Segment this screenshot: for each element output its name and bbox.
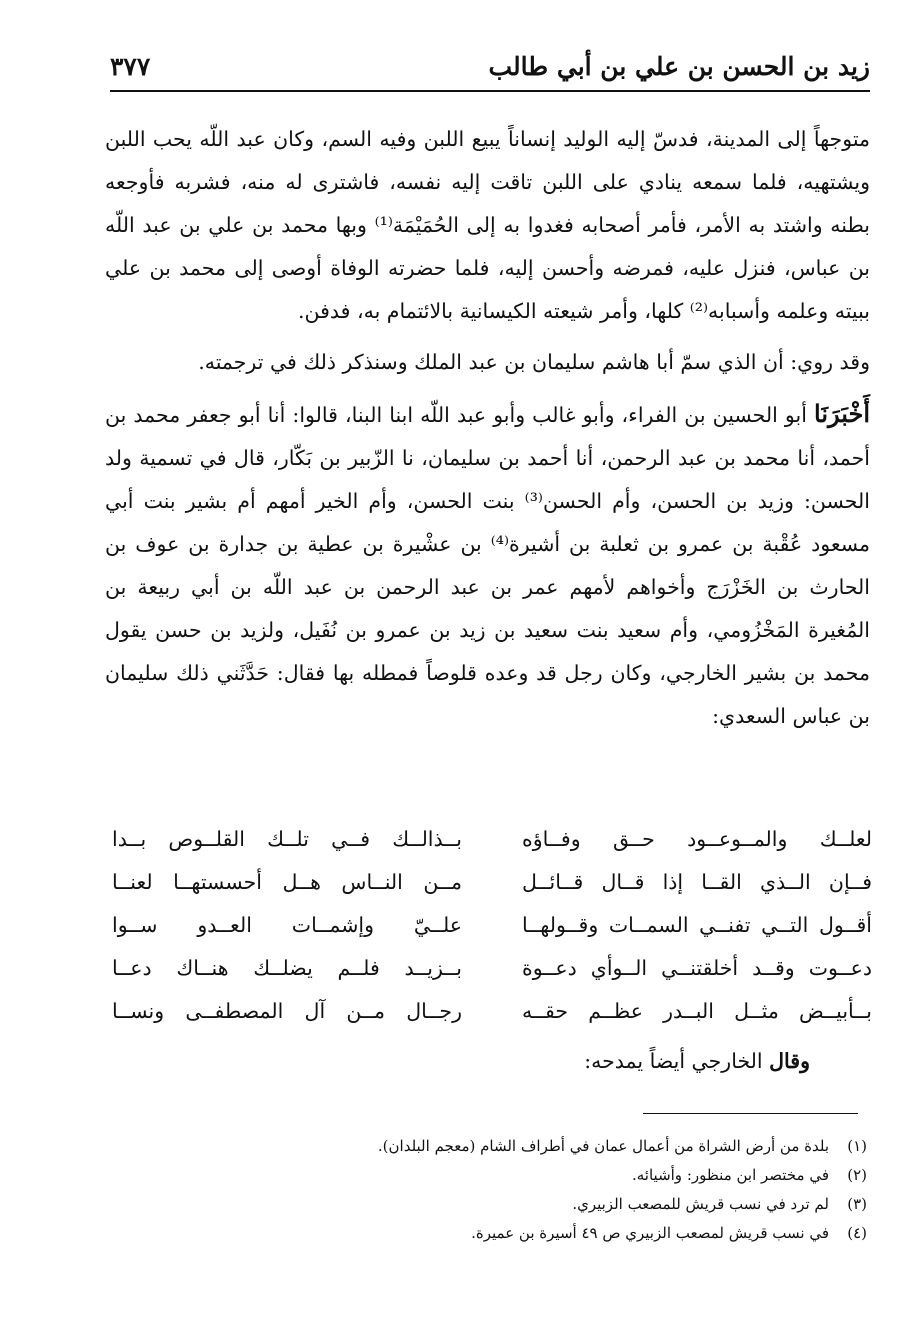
footnote-number: (٢): [847, 1166, 867, 1184]
footnote-number: (٤): [847, 1224, 867, 1242]
poem-verse: [112, 861, 872, 904]
verse-first-hemistich: بــأبيــض مثــل البــدر عظــم حقــه: [522, 999, 872, 1023]
header-rule: [110, 90, 870, 92]
intro-text: الخارجي أيضاً يمدحه:: [584, 1049, 770, 1073]
footnote-text: في نسب قريش لمصعب الزبيري ص ٤٩ أسيرة بن عميرة.: [471, 1224, 829, 1242]
poem-verse: [112, 990, 872, 1033]
verse-first-hemistich: لعلــك والمــوعــود حــق وفــاؤه: [522, 827, 872, 851]
verse-first-hemistich: أقــول التــي تفنــي السمــات وقــولهــا: [522, 913, 872, 937]
paragraph-3: [105, 392, 870, 738]
paragraph-1-text: متوجهاً إلى المدينة، فدسّ إليه الوليد إنساناً يبيع اللبن وفيه السم، وكان عبد اللّه يحب اللبن ويشتهيه، فلما سمعه ينادي على اللبن تاقت إليه نفسه، فاشترى له منه، فشربه فأوجعه بطنه واشتد به الأمر، فأمر أصحابه فغدوا به إلى الحُمَيْمَة⁽¹⁾ وبها محمد بن علي بن عبد اللّه بن عباس، فنزل عليه، فمرضه وأحسن إليه، فلما حضرته الوفاة أوصى إلى محمد بن علي ببيته وعلمه وأسبابه⁽²⁾ كلها، وأمر شيعته الكيسانية بالائتمام به، فدفن.: [105, 127, 871, 323]
paragraph-3-text: أبو الحسين بن الفراء، وأبو غالب وأبو عبد اللّه ابنا البنا، قالوا: أنا أبو جعفر محمد بن أحمد، أنا محمد بن عبد الرحمن، أنا أحمد بن سليمان، نا الزّبير بن بَكّار، قال في تسمية ولد الحسن: وزيد بن الحسن، وأم الحسن⁽³⁾ بنت الحسن، وأم الخير أمهم أم بشير بنت أبي مسعود عُقْبة بن عمرو بن ثعلبة بن أشيرة⁽⁴⁾ بن عشْيرة بن عطية بن جدارة بن عوف بن الحارث بن الخَزْرَج وأخواهم لأمهم عمر بن عبد الرحمن بن عبد اللّه بن أبي ربيعة بن المُغيرة المَخْزُومي، وأم سعيد بنت سعيد بن زيد بن عمرو بن نُفَيل، ولزيد بن حسن يقول محمد بن بشير الخارجي، وكان رجل قد وعده قلوصاً فمطله بها فقال: حَدَّثَني ذلك سليمان بن عباس السعدي:: [105, 403, 871, 728]
verse-first-hemistich: فــإن الــذي القــا إذا قــال قــائــل: [522, 870, 872, 894]
footnote-number: (١): [847, 1137, 867, 1155]
poem-verse: [112, 947, 872, 990]
footnote-text: بلدة من أرض الشراة من أعمال عمان في أطراف الشام (معجم البلدان).: [377, 1137, 829, 1155]
footnote: [107, 1161, 867, 1190]
footnote: [107, 1190, 867, 1219]
footnotes: [107, 1132, 867, 1248]
running-title: زيد بن الحسن بن علي بن أبي طالب: [488, 52, 870, 81]
verse-second-hemistich: بــزيــد فلــم يضلــك هنــاك دعــا: [112, 956, 462, 980]
page-number: ٣٧٧: [110, 52, 151, 81]
footnote: [107, 1132, 867, 1161]
page-header: [110, 48, 870, 92]
footnote-text: في مختصر ابن منظور: وأشيائه.: [631, 1166, 829, 1184]
footnote: [107, 1219, 867, 1248]
poem-verse: [112, 818, 872, 861]
paragraph-2: [105, 341, 870, 384]
poem: [112, 818, 872, 1033]
paragraph-2-text: وقد روي: أن الذي سمّ أبا هاشم سليمان بن عبد الملك وسنذكر ذلك في ترجمته.: [198, 350, 870, 374]
paragraph-1: [105, 118, 870, 333]
intro-lead: وقال: [769, 1049, 810, 1073]
poem-verse: [112, 904, 872, 947]
footnote-number: (٣): [847, 1195, 867, 1213]
poem-introduction: [584, 1040, 810, 1083]
footnote-text: لم ترد في نسب قريش للمصعب الزبيري.: [572, 1195, 829, 1213]
verse-second-hemistich: بــذالــك فــي تلــك القلــوص بــدا: [112, 827, 462, 851]
verse-first-hemistich: دعــوت وقــد أخلقتنــي الــوأي دعــوة: [522, 956, 872, 980]
verse-second-hemistich: علــيّ وإشمــات العــدو ســوا: [112, 913, 462, 937]
main-text: [105, 118, 870, 746]
paragraph-3-lead: أَخْبَرَنَا: [814, 399, 870, 428]
footnote-rule: [643, 1113, 858, 1114]
verse-second-hemistich: رجــال مــن آل المصطفــى ونســا: [112, 999, 462, 1023]
verse-second-hemistich: مــن النــاس هــل أحسستهــا لعنــا: [112, 870, 462, 894]
